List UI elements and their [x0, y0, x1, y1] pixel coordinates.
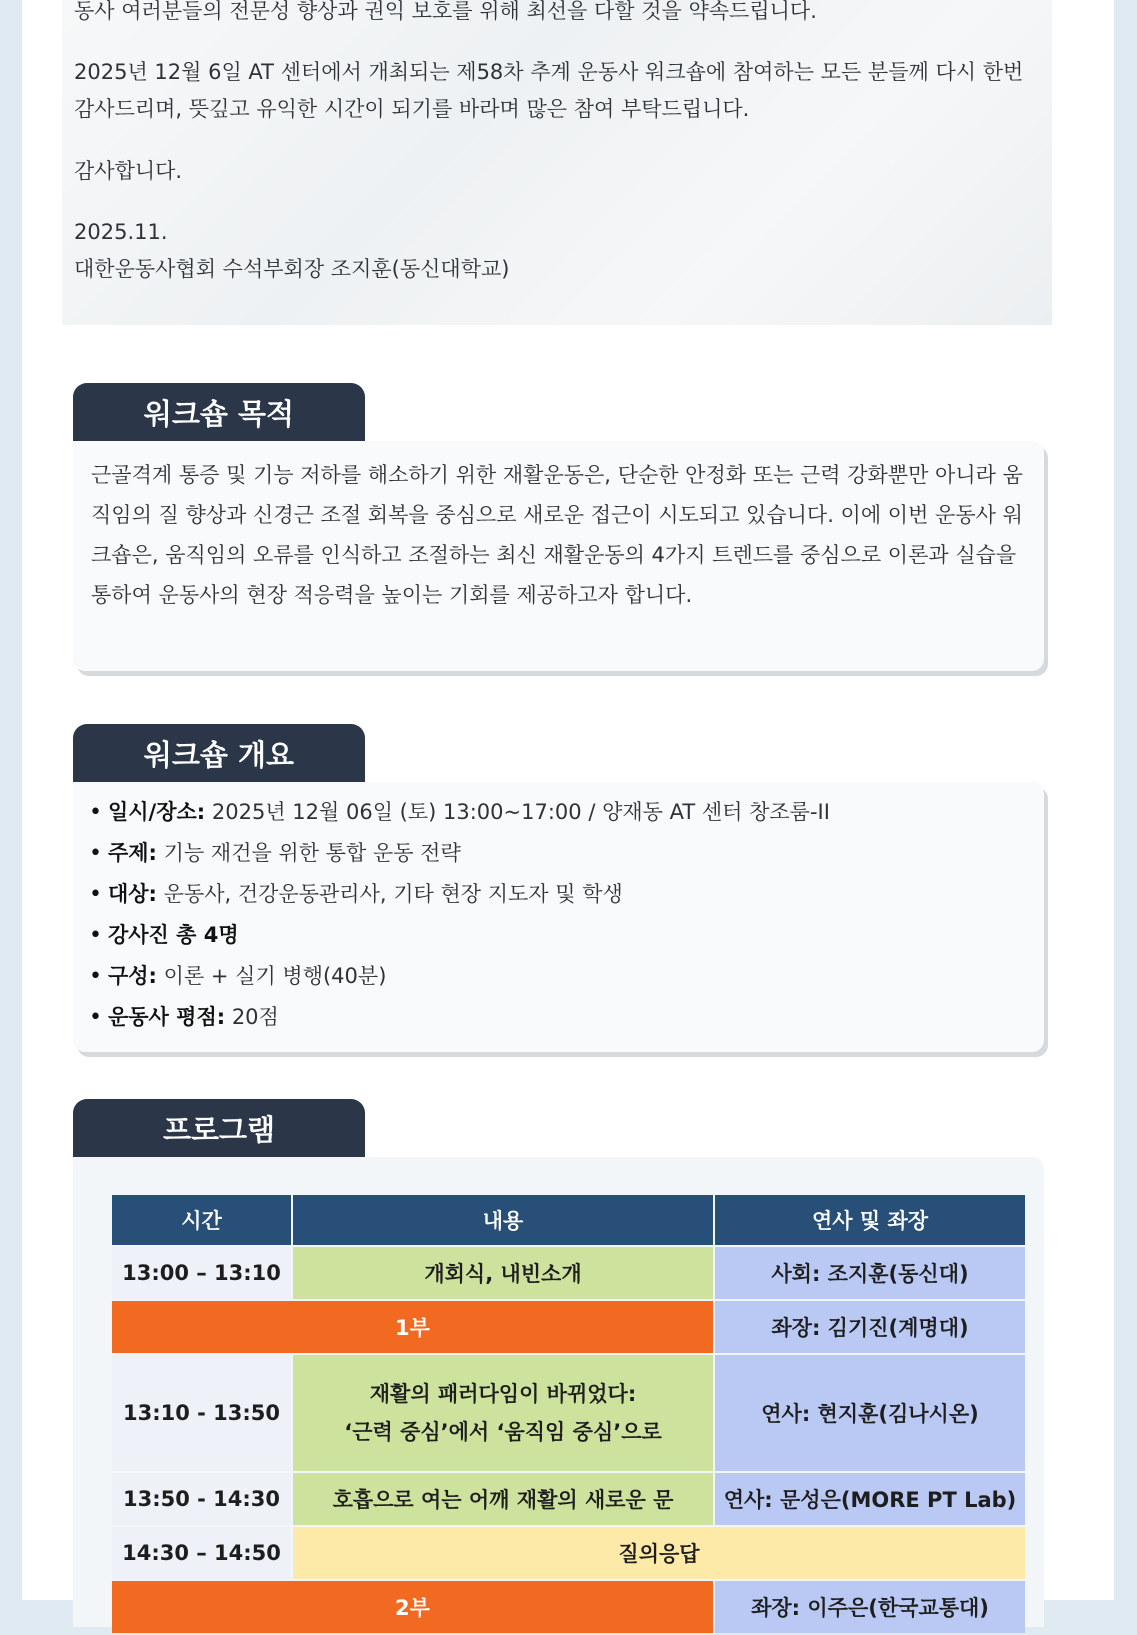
- greeting-signature: 대한운동사협회 수석부회장 조지훈(동신대학교): [74, 257, 510, 281]
- row-speaker: 연사: 문성은(MORE PT Lab): [715, 1473, 1025, 1525]
- row-content: 질의응답: [293, 1527, 1025, 1579]
- row-content: 호흡으로 여는 어깨 재활의 새로운 문: [293, 1473, 713, 1525]
- overview-item-topic: • 주제: 기능 재건을 위한 통합 운동 전략: [89, 833, 830, 874]
- program-header-row: [112, 1195, 1025, 1245]
- overview-item-audience: • 대상: 운동사, 건강운동관리사, 기타 현장 지도자 및 학생: [89, 874, 830, 915]
- overview-item-lecturers: • 강사진 총 4명: [89, 915, 830, 956]
- overview-item-format: • 구성: 이론 + 실기 병행(40분): [89, 956, 830, 997]
- part-chair: 좌장: 김기진(계명대): [715, 1301, 1025, 1353]
- page: [22, 0, 1114, 1620]
- overview-list: [89, 792, 830, 1038]
- row-time: 13:00 – 13:10: [112, 1247, 291, 1299]
- row-time: 13:10 - 13:50: [112, 1355, 291, 1471]
- program-card: [73, 1157, 1044, 1627]
- part-label: 1부: [112, 1301, 713, 1353]
- overview-item-schedule: • 일시/장소: 2025년 12월 06일 (토) 13:00~17:00 / 양재동 AT 센터 창조룸-II: [89, 792, 830, 833]
- table-row: [112, 1473, 1025, 1525]
- row-time: 14:30 – 14:50: [112, 1527, 291, 1579]
- overview-card: [73, 782, 1044, 1052]
- header-content: 내용: [293, 1195, 713, 1245]
- part-chair: 좌장: 이주은(한국교통대): [715, 1581, 1025, 1633]
- greeting-date: 2025.11.: [74, 220, 168, 244]
- part-label: 2부: [112, 1581, 713, 1633]
- row-time: 13:50 - 14:30: [112, 1473, 291, 1525]
- greeting-thanks: 감사합니다.: [74, 159, 183, 183]
- row-speaker: 연사: 현지훈(김나시온): [715, 1355, 1025, 1471]
- overview-section-title: 워크숍 개요: [73, 724, 365, 782]
- header-speaker: 연사 및 좌장: [715, 1195, 1025, 1245]
- program-section-title: 프로그램: [73, 1099, 365, 1157]
- program-table: [110, 1193, 1027, 1635]
- header-time: 시간: [112, 1195, 291, 1245]
- greeting-line-top: 동사 여러분들의 전문성 향상과 권익 보호를 위해 최선을 다할 것을 약속드립니다.: [74, 0, 817, 23]
- row-speaker: 사회: 조지훈(동신대): [715, 1247, 1025, 1299]
- overview-item-credits: • 운동사 평점: 20점: [89, 997, 830, 1038]
- purpose-card: [73, 441, 1044, 671]
- table-row: [112, 1247, 1025, 1299]
- table-row: [112, 1527, 1025, 1579]
- table-row: [112, 1355, 1025, 1471]
- purpose-section-title: 워크숍 목적: [73, 383, 365, 441]
- row-content: 개회식, 내빈소개: [293, 1247, 713, 1299]
- table-row: [112, 1301, 1025, 1353]
- row-content: 재활의 패러다임이 바뀌었다: ‘근력 중심’에서 ‘움직임 중심’으로: [293, 1355, 713, 1471]
- greeting-invite-paragraph: 2025년 12월 6일 AT 센터에서 개최되는 제58차 추계 운동사 워크숍에 참여하는 모든 분들께 다시 한번 감사드리며, 뜻깊고 유익한 시간이 되기를 바라며 많은 참여 부탁드립니다.: [74, 60, 1024, 121]
- table-row: [112, 1581, 1025, 1633]
- greeting-letter: [62, 0, 1052, 325]
- purpose-text: 근골격계 통증 및 기능 저하를 해소하기 위한 재활운동은, 단순한 안정화 또는 근력 강화뿐만 아니라 움직임의 질 향상과 신경근 조절 회복을 중심으로 새로운 접근이 시도되고 있습니다. 이에 이번 운동사 워크숍은, 움직임의 오류를 인식하고 조절하는 최신 재활운동의 4가지 트렌드를 중심으로 이론과 실습을 통하여 운동사의 현장 적응력을 높이는 기회를 제공하고자 합니다.: [91, 463, 1023, 607]
